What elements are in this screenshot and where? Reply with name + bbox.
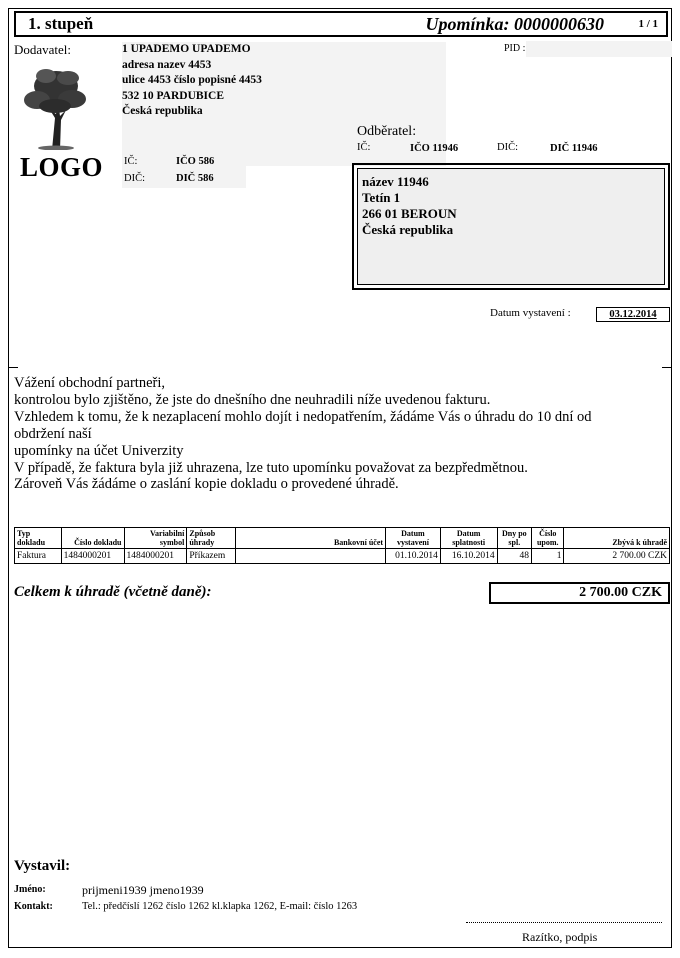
column-header-document-type: Typ dokladu xyxy=(15,528,62,549)
customer-dic-label: DIČ: xyxy=(497,142,518,153)
table-cell: Příkazem xyxy=(187,549,236,564)
supplier-line: adresa nazev 4453 xyxy=(122,58,212,71)
column-header-due-date: Datum splatnosti xyxy=(440,528,497,549)
customer-address xyxy=(357,168,665,285)
customer-address-line: 266 01 BEROUN xyxy=(362,206,457,221)
supplier-label: Dodavatel: xyxy=(14,42,72,57)
letter-line: Vážení obchodní partneři, xyxy=(14,375,165,391)
table-cell: 1484000201 xyxy=(61,549,124,564)
letter-body xyxy=(14,375,664,493)
table-header-row xyxy=(15,528,670,549)
table-cell: 48 xyxy=(497,549,531,564)
supplier-ico-label: IČ: xyxy=(124,156,138,167)
name-label: Jméno: xyxy=(14,884,46,895)
supplier-line: ulice 4453 číslo popisné 4453 xyxy=(122,74,262,86)
letter-line: obdržení naší xyxy=(14,425,92,442)
issue-date-value: 03.12.2014 xyxy=(596,307,670,322)
column-header-remaining-amount: Zbývá k úhradě xyxy=(564,528,670,549)
signature-label: Razítko, podpis xyxy=(522,930,598,944)
column-header-bank-account: Bankovní účet xyxy=(236,528,386,549)
column-header-issue-date: Datum vystavení xyxy=(386,528,441,549)
column-header-document-number: Číslo dokladu xyxy=(61,528,124,549)
table-cell: 1484000201 xyxy=(124,549,187,564)
supplier-line: Česká republika xyxy=(122,105,203,117)
customer-address-line: Tetín 1 xyxy=(362,190,401,205)
customer-address-line: název 11946 xyxy=(362,174,429,189)
customer-label: Odběratel: xyxy=(357,124,417,139)
fold-mark-left xyxy=(8,367,18,368)
total-label: Celkem k úhradě (včetně daně): xyxy=(14,584,212,600)
supplier-address xyxy=(122,42,446,166)
contact-label: Kontakt: xyxy=(14,901,53,912)
page-number: 1 / 1 xyxy=(638,18,658,30)
supplier-dic-value: DIČ 586 xyxy=(176,173,214,184)
table-cell: 01.10.2014 xyxy=(386,549,441,564)
tree-logo-icon xyxy=(22,66,88,150)
fold-mark-right xyxy=(662,367,672,368)
letter-line: Vzhledem k tomu, že k nezaplacení mohlo dojít i nedopatřením, žádáme Vás o úhradu do 10 dní od xyxy=(14,408,592,425)
issued-by-label: Vystavil: xyxy=(14,858,71,874)
table-cell: 1 xyxy=(532,549,564,564)
pid-field xyxy=(526,41,672,57)
pid-label: PID : xyxy=(504,43,526,54)
table-cell: 2 700.00 CZK xyxy=(564,549,670,564)
customer-address-line: Česká republika xyxy=(362,222,454,237)
document-title: Upomínka: 0000000630 xyxy=(425,14,604,34)
customer-dic-value: DIČ 11946 xyxy=(550,143,598,154)
signature-line xyxy=(466,922,662,923)
letter-line: upomínky na účet Univerzity xyxy=(14,442,184,459)
table-row xyxy=(15,549,670,564)
table-cell: 16.10.2014 xyxy=(440,549,497,564)
name-value: prijmeni1939 jmeno1939 xyxy=(82,883,204,897)
column-header-variable-symbol: Variabilní symbol xyxy=(124,528,187,549)
supplier-line: 1 UPADEMO UPADEMO xyxy=(122,43,251,55)
letter-line: Zároveň Vás žádáme o zaslání kopie dokladu o provedené úhradě. xyxy=(14,476,399,493)
supplier-line: 532 10 PARDUBICE xyxy=(122,89,225,102)
column-header-days-overdue: Dny po spl. xyxy=(497,528,531,549)
reminder-level: 1. stupeň xyxy=(28,14,94,33)
supplier-dic-label: DIČ: xyxy=(124,173,145,184)
issue-date-label: Datum vystavení : xyxy=(490,307,571,319)
logo-text: LOGO xyxy=(20,152,104,182)
column-header-payment-method: Způsob úhrady xyxy=(187,528,236,549)
contact-value: Tel.: předčíslí 1262 číslo 1262 kl.klapka 1262, E-mail: číslo 1263 xyxy=(82,901,358,912)
table-cell: Faktura xyxy=(15,549,62,564)
letter-line: V případě, že faktura byla již uhrazena, lze tuto upomínku považovat za bezpředmětnou. xyxy=(14,459,528,476)
table-cell xyxy=(236,549,386,564)
document-header xyxy=(14,11,668,37)
total-amount: 2 700.00 CZK xyxy=(489,582,670,604)
customer-address-box xyxy=(352,163,670,290)
letter-line: kontrolou bylo zjištěno, že jste do dnešního dne neuhradili níže uvedenou fakturu. xyxy=(14,391,491,408)
supplier-ico-value: IČO 586 xyxy=(176,156,215,167)
customer-ico-value: IČO 11946 xyxy=(410,143,459,154)
customer-ico-label: IČ: xyxy=(357,142,371,153)
invoice-table xyxy=(14,527,670,564)
column-header-reminder-number: Číslo upom. xyxy=(532,528,564,549)
